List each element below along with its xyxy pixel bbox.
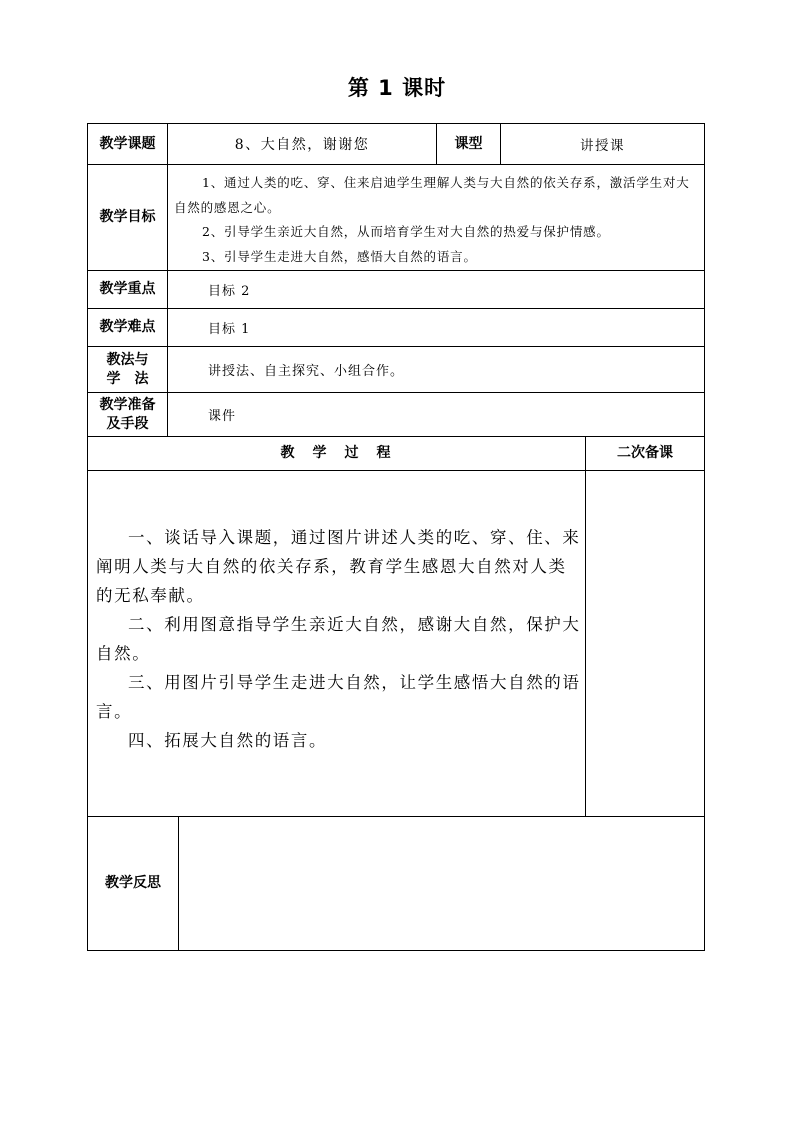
key-point-value: 目标 2: [208, 284, 251, 299]
preparation-value: 课件: [208, 409, 237, 424]
second-prep-header: 二次备课: [617, 445, 673, 461]
methods-value: 讲授法、自主探究、小组合作。: [208, 364, 405, 379]
preparation-label-line1: 教学准备: [99, 396, 156, 413]
reflection-label: 教学反思: [105, 875, 161, 891]
goals-content: [168, 165, 704, 270]
lesson-plan-table: [87, 123, 705, 951]
goal-item: 2、引导学生亲近大自然，从而培育学生对大自然的热爱与保护情感。: [202, 224, 610, 239]
methods-label-line2: 学 法: [106, 370, 149, 387]
difficulty-value: 目标 1: [208, 322, 251, 337]
second-prep-content: [586, 471, 704, 816]
process-step: 二、利用图意指导学生亲近大自然，感谢大自然，保护大自然。: [96, 615, 581, 663]
process-step: 四、拓展大自然的语言。: [128, 731, 328, 750]
topic-label: 教学课题: [99, 135, 156, 152]
page-title: 第 1 课时: [347, 76, 447, 100]
topic-value: 8、大自然，谢谢您: [234, 137, 370, 153]
methods-label: [88, 347, 167, 392]
lesson-type-value: 讲授课: [580, 138, 625, 154]
preparation-label: [88, 393, 167, 436]
key-point-label: 教学重点: [99, 281, 156, 297]
preparation-label-line2: 及手段: [106, 415, 149, 432]
process-header: 教 学 过 程: [280, 445, 393, 461]
lesson-type-label: 课型: [454, 135, 483, 152]
process-step: 三、用图片引导学生走进大自然，让学生感悟大自然的语言。: [96, 673, 581, 721]
goal-item: 1、通过人类的吃、穿、住来启迪学生理解人类与大自然的依关存系，激活学生对大自然的感恩之心。: [174, 175, 690, 215]
goal-item: 3、引导学生走进大自然，感悟大自然的语言。: [202, 248, 477, 264]
difficulty-label: 教学难点: [99, 319, 156, 335]
goals-label: 教学目标: [99, 209, 156, 225]
reflection-content: [179, 817, 704, 950]
process-step: 一、谈话导入课题，通过图片讲述人类的吃、穿、住、来阐明人类与大自然的依关存系，教育学生感恩大自然对人类的无私奉献。: [96, 528, 581, 605]
process-content: [88, 471, 585, 816]
methods-label-line1: 教法与: [106, 351, 149, 368]
